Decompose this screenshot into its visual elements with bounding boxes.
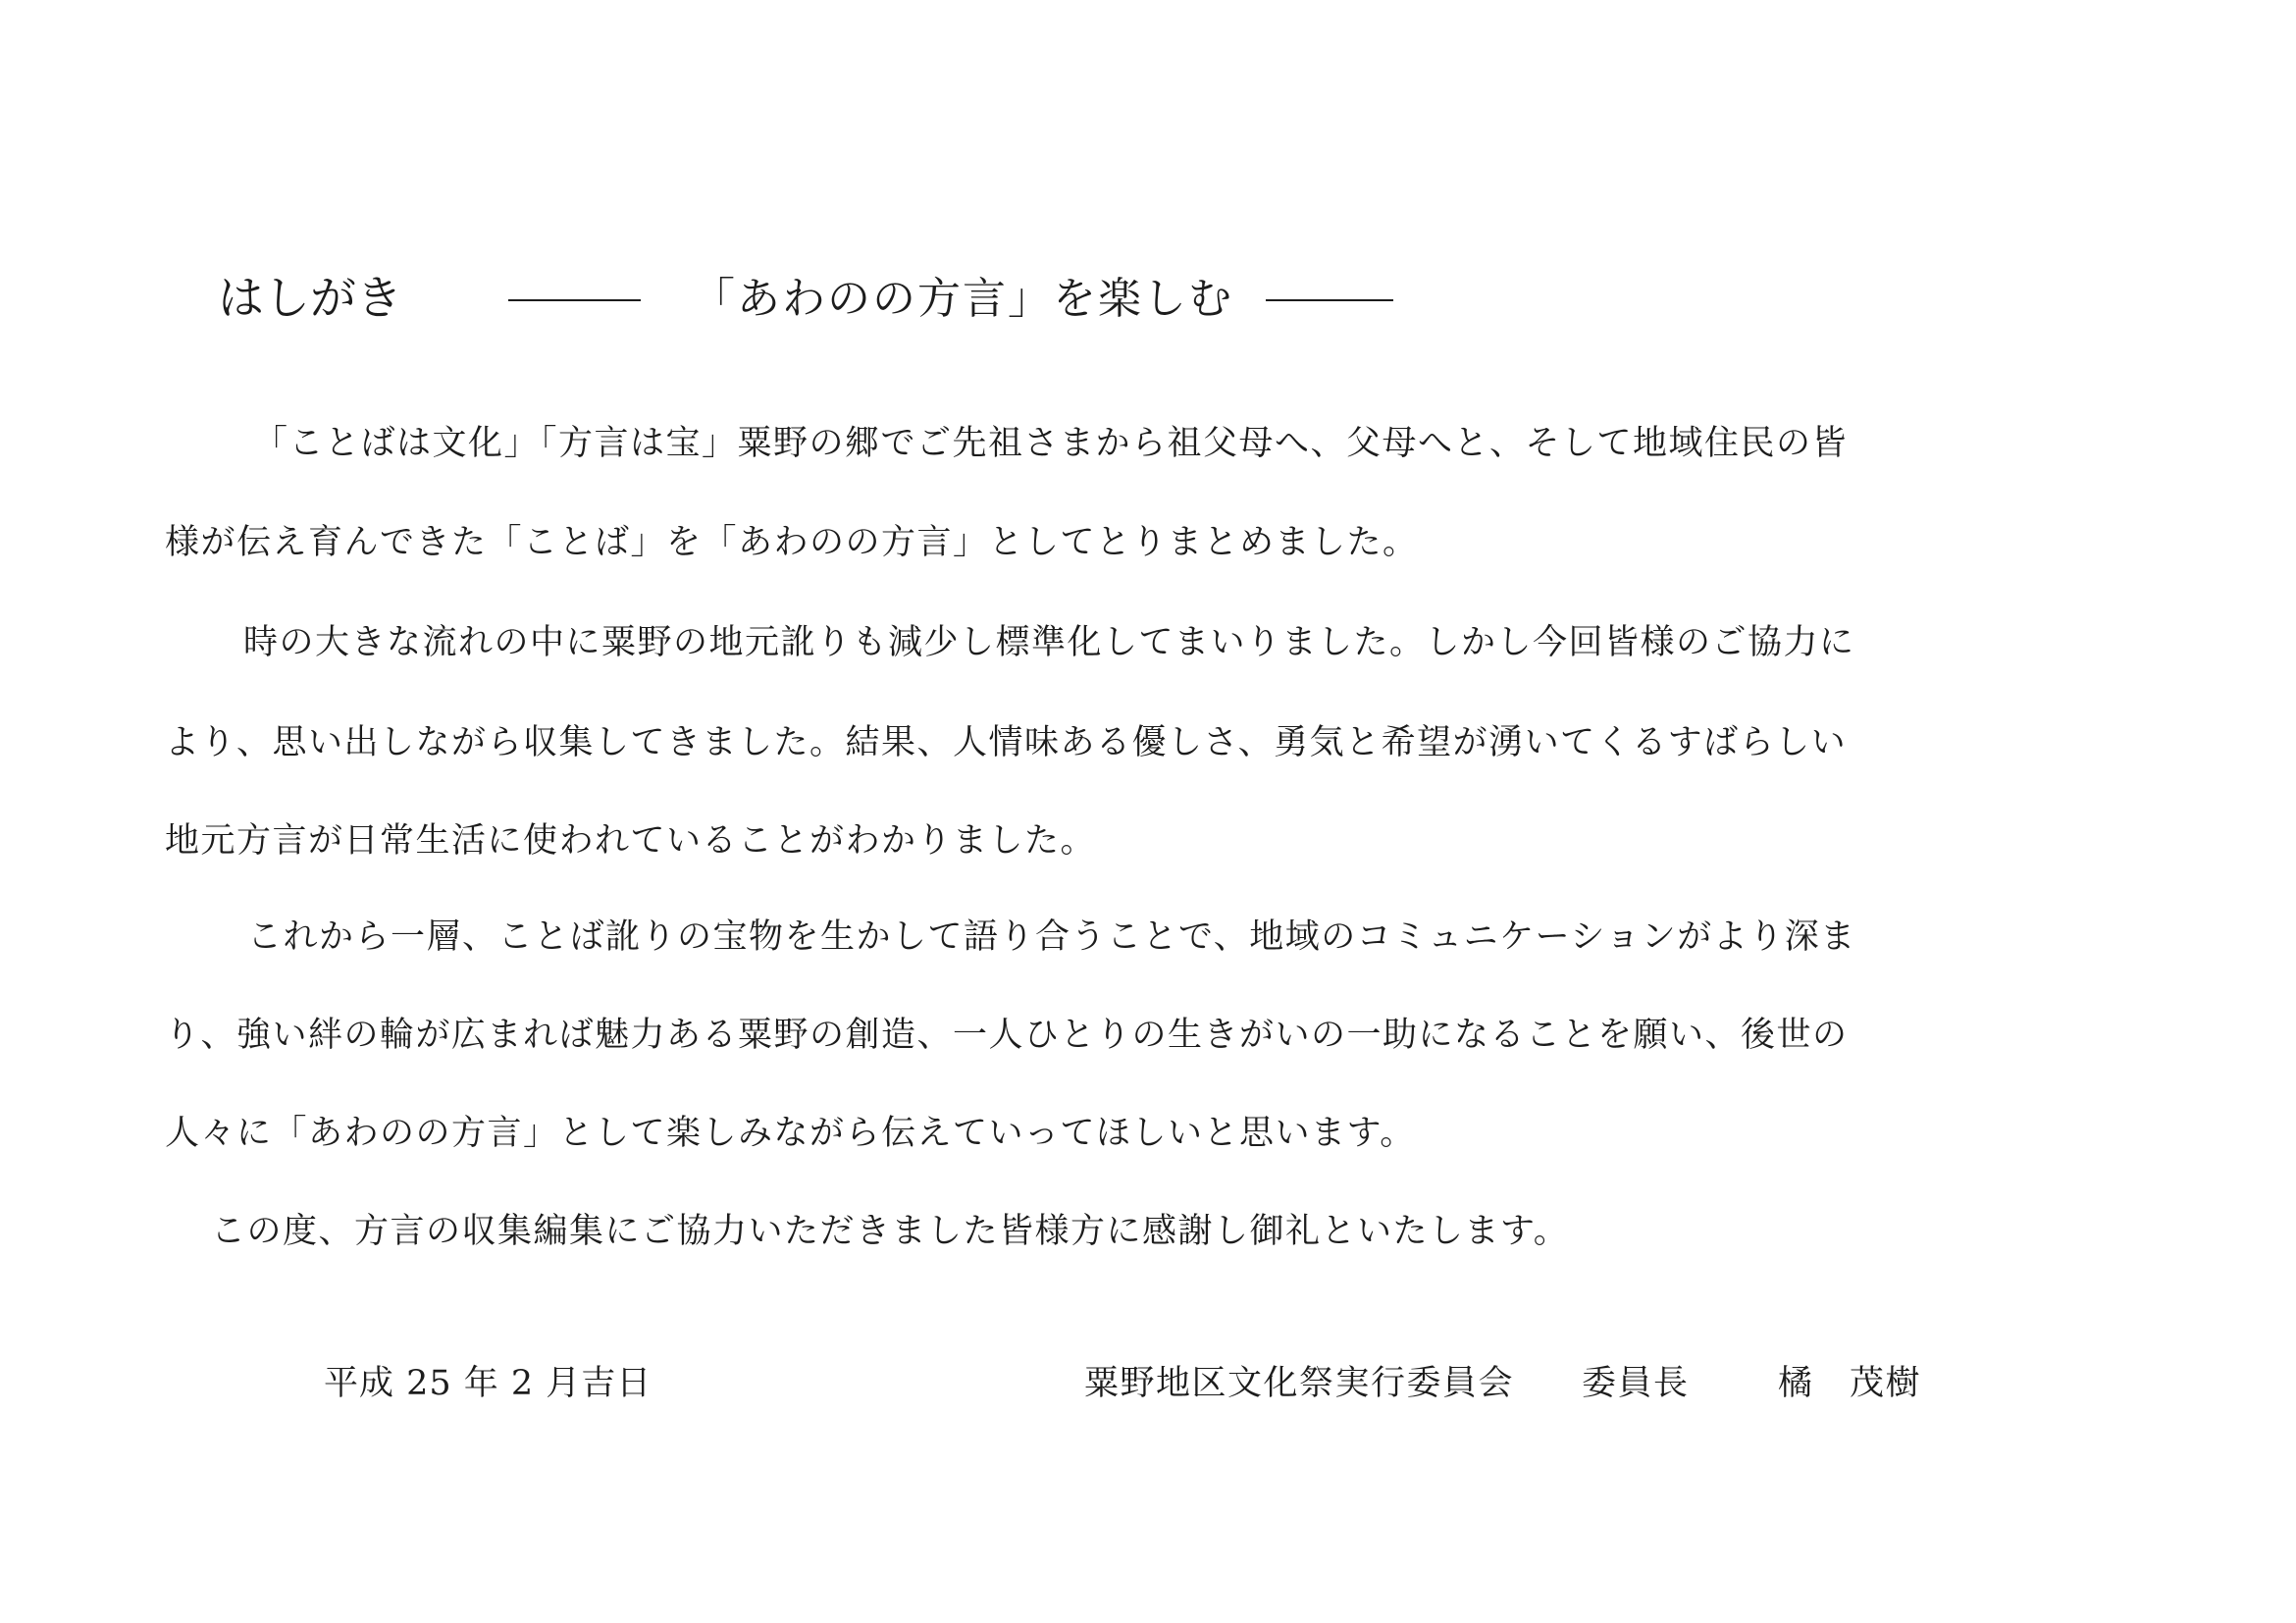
footer-name: 橘 茂樹 bbox=[1778, 1364, 1922, 1403]
body-line-4: より、思い出しながら収集してきました。結果、人情味ある優しさ、勇気と希望が湧いてくるすばらしい bbox=[165, 723, 1848, 762]
body-line-1: 「ことばは文化」「方言は宝」粟野の郷でご先祖さまから祖父母へ、父母へと、そして地域住民の皆 bbox=[253, 424, 1849, 463]
heading-dash-right bbox=[1266, 299, 1393, 301]
body-line-2: 様が伝え育んできた「ことば」を「あわのの方言」としてとりまとめました。 bbox=[165, 523, 1419, 562]
body-line-3: 時の大きな流れの中に粟野の地元訛りも減少し標準化してまいりました。しかし今回皆様のご協力に bbox=[243, 623, 1855, 662]
heading-label: はしがき bbox=[218, 272, 402, 326]
body-line-5: 地元方言が日常生活に使われていることがわかりました。 bbox=[165, 821, 1097, 861]
footer-organization: 粟野地区文化祭実行委員会 bbox=[1084, 1364, 1515, 1403]
body-line-6: これから一層、ことば訛りの宝物を生かして語り合うことで、地域のコミュニケーションがより深ま bbox=[247, 917, 1856, 957]
heading-title: 「あわのの方言」を楽しむ bbox=[692, 274, 1233, 324]
heading-dash-left bbox=[508, 299, 641, 301]
body-line-7: り、強い絆の輪が広まれば魅力ある粟野の創造、一人ひとりの生きがいの一助になることを願い、後世の bbox=[165, 1016, 1849, 1055]
footer-date: 平成 25 年 2 月吉日 bbox=[324, 1364, 652, 1403]
body-line-9: この度、方言の収集編集にご協力いただきました皆様方に感謝し御礼といたします。 bbox=[211, 1212, 1570, 1251]
footer-title: 委員長 bbox=[1582, 1364, 1690, 1403]
body-line-8: 人々に「あわのの方言」として楽しみながら伝えていってほしいと思います。 bbox=[165, 1114, 1416, 1153]
heading bbox=[0, 265, 2296, 334]
